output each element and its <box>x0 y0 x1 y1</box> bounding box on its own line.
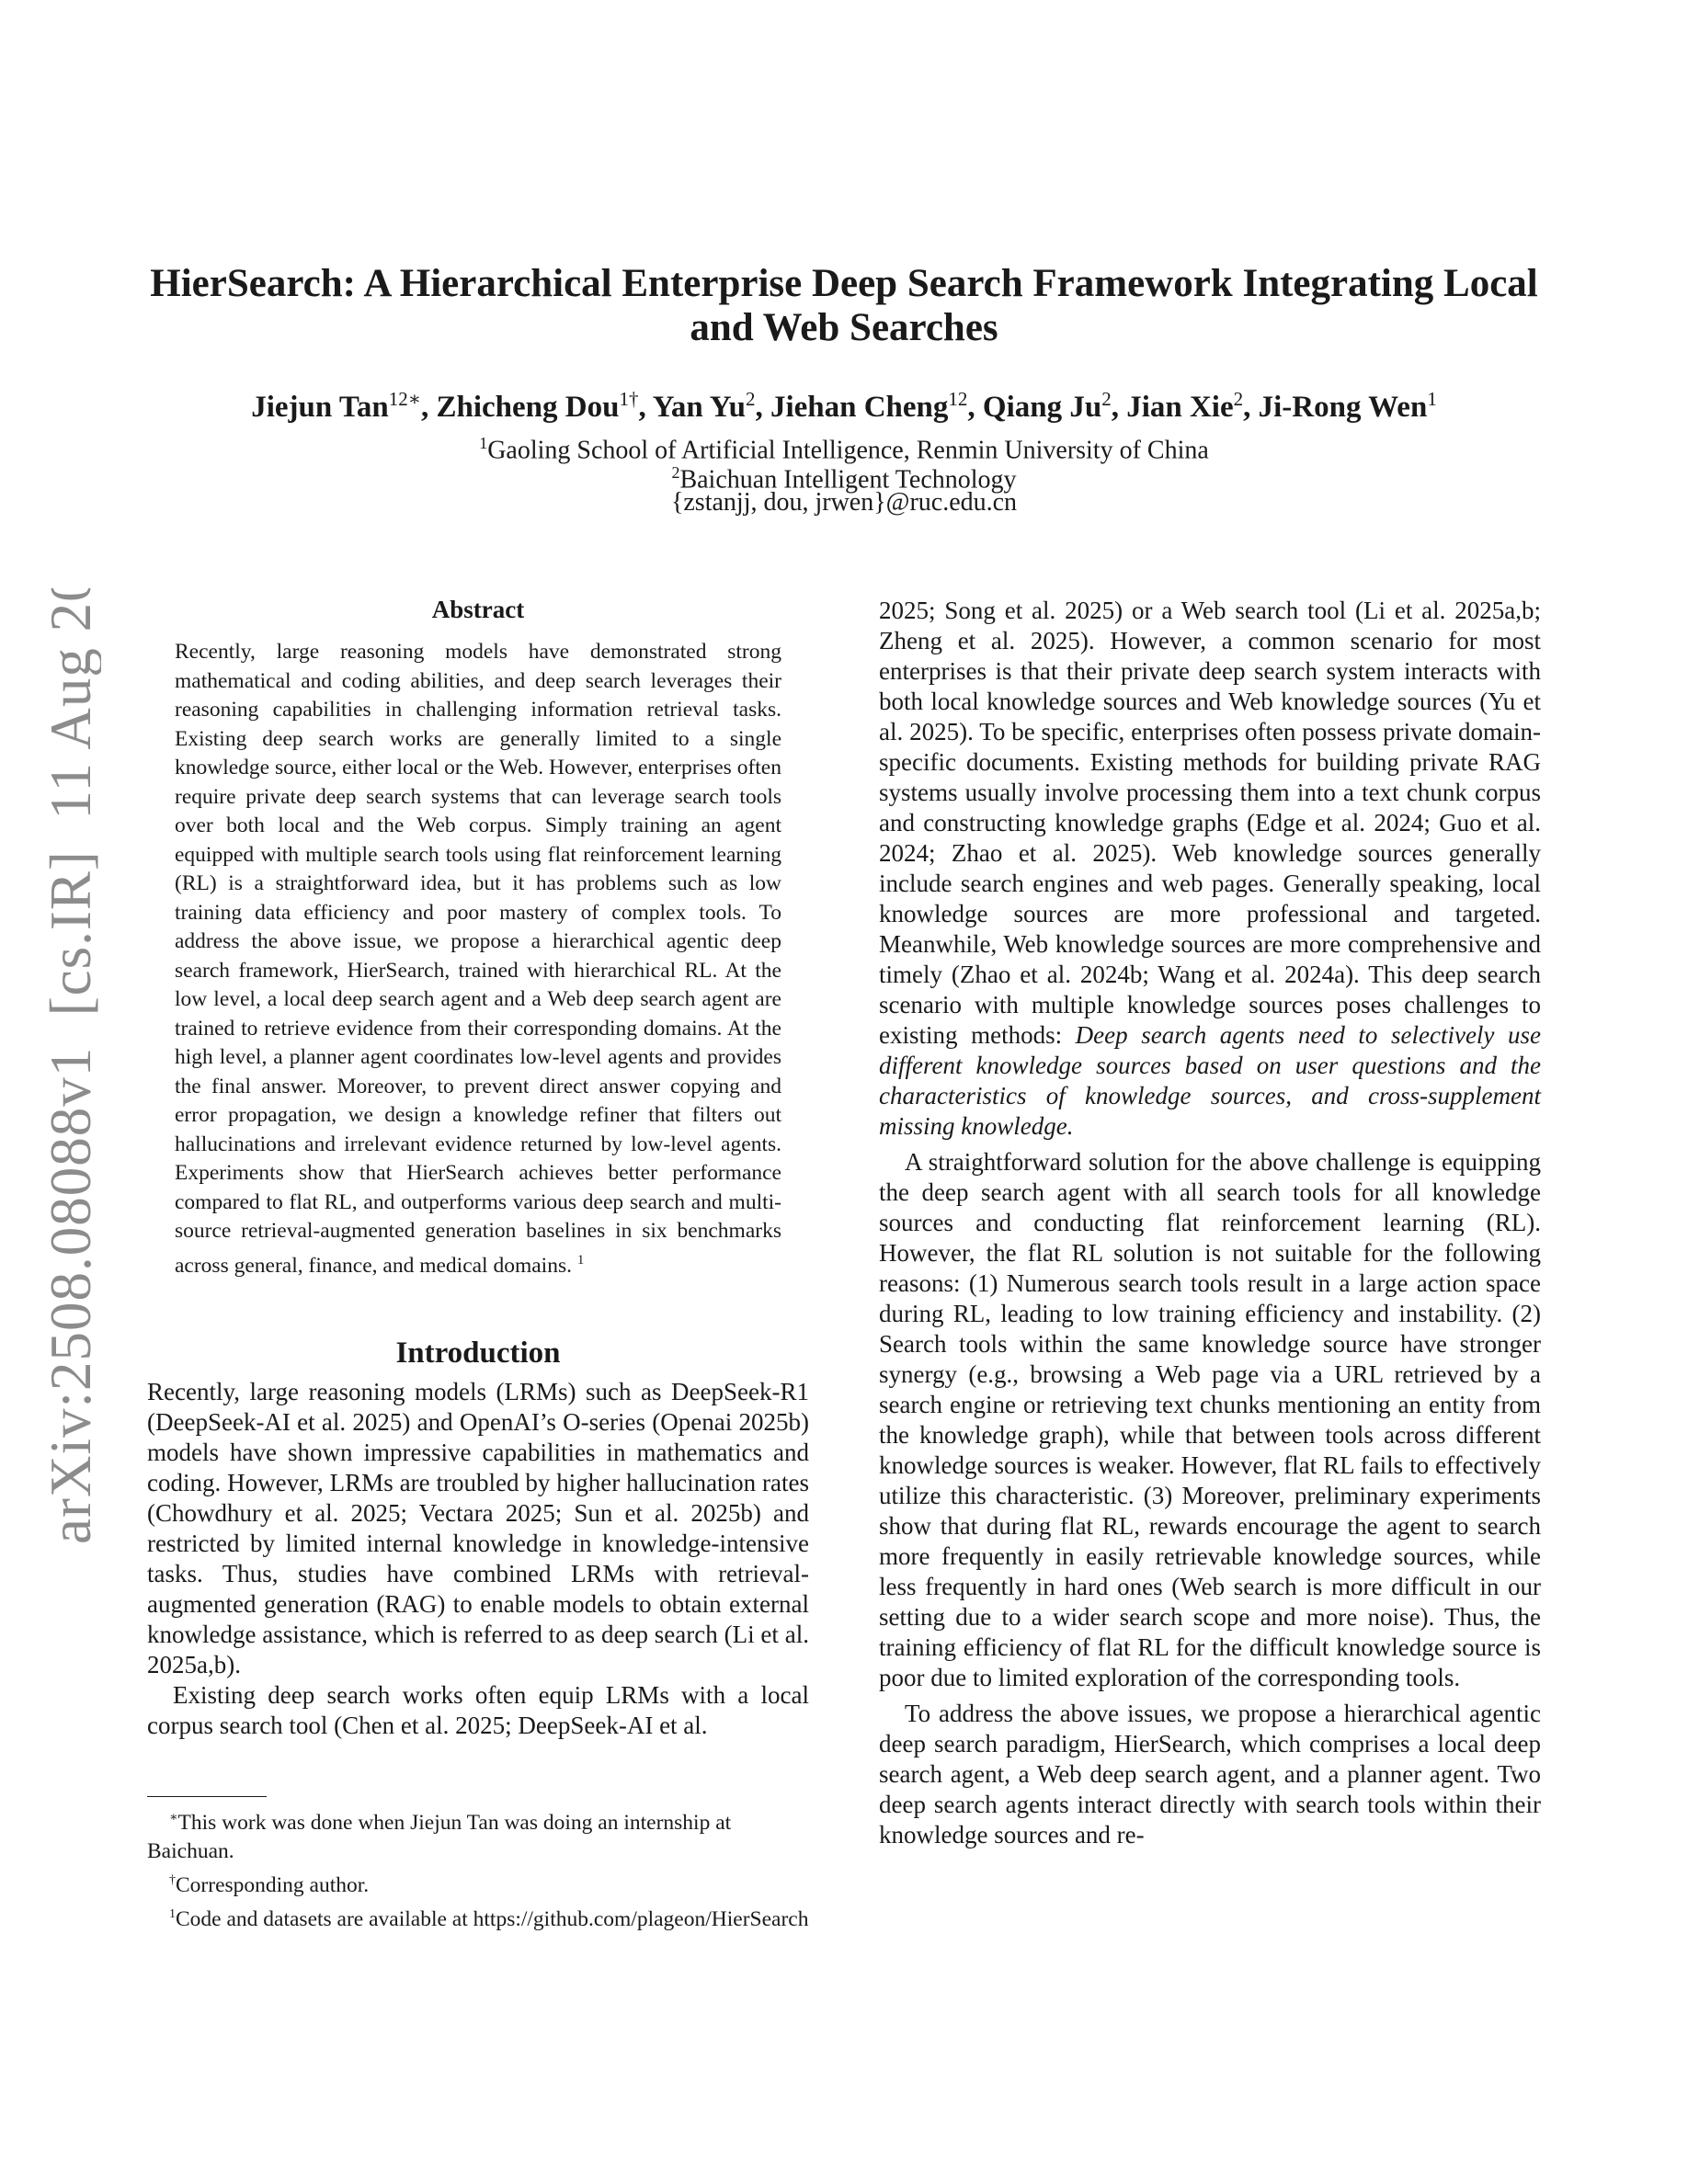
footnote-2: †Corresponding author. <box>169 1872 370 1897</box>
author-6: Jian Xie$^2$, <box>1126 388 1259 424</box>
right-paragraph-3: To address the above issues, we propose a hierarchical agentic deep search paradigm, HierSearch, which comprises a local deep search agent, a Web deep search agent, and a planner agent. Two deep search agents interact directly with search tools within their knowledge sources and re- <box>879 1700 1541 1848</box>
footnote-1: ∗This work was done when Jiejun Tan was doing an internship at Baichuan. <box>147 1810 732 1863</box>
footnote-divider <box>147 1796 267 1797</box>
arxiv-stamp <box>18 588 101 1563</box>
affiliation-1: $^1$Gaoling School of Artificial Intelligence, Renmin University of China <box>479 434 1209 465</box>
abstract-heading: Abstract <box>431 596 525 623</box>
arxiv-stamp-text: arXiv:2508.08088v1 [cs.IR] 11 Aug 2025 <box>39 588 101 1544</box>
challenge-statement: Deep search agents need to selectively use different knowledge sources based on user questions and the characteristics of knowledge sources, and cross-supplement missing knowledge. <box>879 1021 1541 1140</box>
author-4: Jiehan Cheng$^{12}$, <box>770 388 983 424</box>
footnote-code-link[interactable]: Code and datasets are available at https://github.com/plageon/HierSearch <box>176 1906 809 1931</box>
introduction-body <box>147 1377 809 1741</box>
paper-title: HierSearch: A Hierarchical Enterprise Deep Search Framework Integrating Local and Web Searches <box>150 262 1538 349</box>
author-2: Zhicheng Dou$^{1\dagger}$, <box>436 388 653 424</box>
author-5: Qiang Ju$^2$, <box>982 388 1127 424</box>
author-list <box>138 381 1550 426</box>
author-3: Yan Yu$^2$, <box>652 388 770 424</box>
abstract-body <box>175 638 781 1280</box>
affiliation-2: $^2$Baichuan Intelligent Technology <box>671 463 1017 495</box>
author-1: Jiejun Tan$^{12∗}$, <box>251 388 437 424</box>
introduction-heading: Introduction <box>395 1337 561 1370</box>
footnote-3: $^1$Code and datasets are available at https://github.com/plageon/HierSearch <box>169 1906 809 1931</box>
abstract-text: Recently, large reasoning models have demonstrated strong mathematical and coding abilities, and deep search leverages their reasoning capabilities in challenging information retrieval tasks. Existing deep search works are generally limited to a single knowledge source, either local or the Web. However, enterprises often require private deep search systems that can leverage search tools over both local and the Web corpus. Simply training an agent equipped with multiple search tools using flat reinforcement learning (RL) is a straightforward idea, but it has problems such as low training data efficiency and poor mastery of complex tools. To address the above issue, we propose a hierarchical agentic deep search framework, HierSearch, trained with hierarchical RL. At the low level, a local deep search agent and a Web deep search agent are trained to retrieve evidence from their corresponding domains. At the high level, a planner agent coordinates low-level agents and provides the final answer. Moreover, to prevent direct answer copying and error propagation, we design a knowledge refiner that filters out hallucinations and irrelevant evidence returned by low-level agents. Experiments show that HierSearch achieves better performance compared to flat RL, and outperforms various deep search and multi-source retrieval-augmented generation baselines in six benchmarks across general, finance, and medical domains. <box>175 640 781 1278</box>
right-column-body <box>879 596 1541 1850</box>
intro-paragraph-2: Existing deep search works often equip LRMs with a local corpus search tool (Chen et al. 2025; DeepSeek-AI et al. <box>147 1681 809 1739</box>
footnotes <box>147 1803 809 1933</box>
intro-paragraph-1: Recently, large reasoning models (LRMs) such as DeepSeek-R1 (DeepSeek-AI et al. 2025) and OpenAI’s O-series (Openai 2025b) models have shown impressive capabilities in mathematics and coding. However, LRMs are troubled by higher hallucination rates (Chowdhury et al. 2025; Vectara 2025; Sun et al. 2025b) and restricted by limited internal knowledge in knowledge-intensive tasks. Thus, studies have combined LRMs with retrieval-augmented generation (RAG) to enable models to obtain external knowledge assistance, which is referred to as deep search (Li et al. 2025a,b). <box>147 1378 809 1678</box>
right-paragraph-1: 2025; Song et al. 2025) or a Web search tool (Li et al. 2025a,b; Zheng et al. 2025). However, a common scenario for most enterprises is that their private deep search system interacts with both local knowledge sources and Web knowledge sources (Yu et al. 2025). To be specific, enterprises often possess private domain-specific documents. Existing methods for building private RAG systems usually involve processing them into a text chunk corpus and constructing knowledge graphs (Edge et al. 2024; Guo et al. 2024; Zhao et al. 2025). Web knowledge sources generally include search engines and web pages. Generally speaking, local knowledge sources are more professional and targeted. Meanwhile, Web knowledge sources are more comprehensive and timely (Zhao et al. 2024b; Wang et al. 2024a). This deep search scenario with multiple knowledge sources poses challenges to existing methods: Deep search agents need to selectively use different knowledge sources based on user questions and the characteristics of knowledge sources, and cross-supplement missing knowledge. <box>879 597 1541 1140</box>
right-paragraph-2: A straightforward solution for the above challenge is equipping the deep search agent with all search tools for all knowledge sources and conducting flat reinforcement learning (RL). However, the flat RL solution is not suitable for the following reasons: (1) Numerous search tools result in a large action space during RL, leading to low training efficiency and instability. (2) Search tools within the same knowledge source have stronger synergy (e.g., browsing a Web page via a URL retrieved by a search engine or retrieving text chunks mentioning an entity from the knowledge graph), while that between tools across different knowledge sources is weaker. However, flat RL fails to effectively utilize this characteristic. (3) Moreover, preliminary experiments show that during flat RL, rewards encourage the agent to search more frequently in easily retrievable knowledge sources, while less frequently in hard ones (Web search is more difficult in our setting due to a wider search scope and more noise). Thus, the training efficiency of flat RL for the difficult knowledge source is poor due to limited exploration of the corresponding tools. <box>879 1148 1541 1691</box>
author-7: Ji-Rong Wen$^1$ <box>1258 388 1437 424</box>
abstract-footnote-mark: 1 <box>576 1252 585 1268</box>
author-emails: {zstanjj, dou, jrwen}@ruc.edu.cn <box>670 488 1018 517</box>
